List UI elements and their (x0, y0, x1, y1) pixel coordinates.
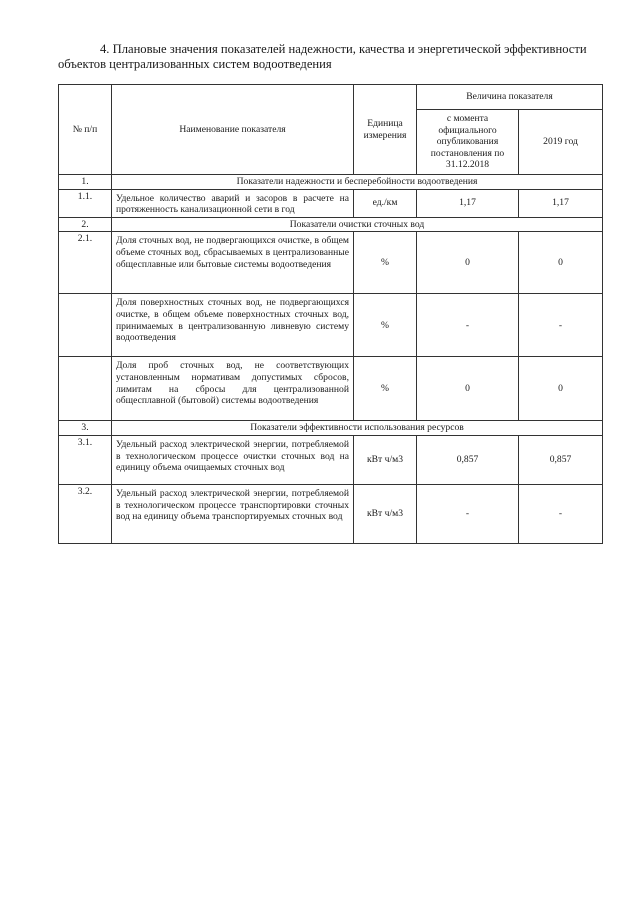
section-row (59, 421, 603, 436)
indicator-value-1: 0 (417, 232, 519, 294)
row-num: 2.1. (59, 232, 112, 294)
indicator-value-2: - (519, 294, 603, 357)
indicator-name: Доля сточных вод, не подвергающихся очистке, в общем объеме сточных вод, сбрасываемых в централизованные общесплавные или бытовые системы водоотведения (112, 232, 354, 294)
header-col-from: с момента официального опубликования постановления по 31.12.2018 (417, 110, 519, 175)
indicator-unit: ед./км (354, 189, 417, 217)
indicator-unit: кВт ч/м3 (354, 435, 417, 484)
indicator-unit: % (354, 232, 417, 294)
indicator-value-1: - (417, 484, 519, 543)
indicator-value-2: - (519, 484, 603, 543)
indicator-name: Удельный расход электрической энергии, потребляемой в технологическом процессе очистки сточных вод на единицу объема очищаемых сточных вод (112, 435, 354, 484)
document-heading (58, 42, 606, 72)
indicator-unit: % (354, 357, 417, 421)
indicator-value-2: 0 (519, 357, 603, 421)
indicator-value-2: 1,17 (519, 189, 603, 217)
header-name: Наименование показателя (112, 85, 354, 175)
indicator-value-1: - (417, 294, 519, 357)
table-header-row (59, 85, 603, 110)
indicator-value-1: 0 (417, 357, 519, 421)
indicator-value-1: 1,17 (417, 189, 519, 217)
heading-line-1: 4. Плановые значения показателей надежности, качества и энергетической эффективности (100, 42, 587, 56)
heading-line-2: объектов централизованных систем водоотведения (58, 57, 332, 71)
header-value-group: Величина показателя (417, 85, 603, 110)
indicator-unit: кВт ч/м3 (354, 484, 417, 543)
table-row (59, 294, 603, 357)
indicator-name: Удельное количество аварий и засоров в расчете на протяженность канализационной сети в год (112, 189, 354, 217)
header-num: № п/п (59, 85, 112, 175)
section-title: Показатели эффективности использования ресурсов (112, 421, 603, 436)
section-row (59, 175, 603, 190)
row-num (59, 294, 112, 357)
section-title: Показатели очистки сточных вод (112, 217, 603, 232)
header-col-2019: 2019 год (519, 110, 603, 175)
indicator-value-2: 0,857 (519, 435, 603, 484)
indicators-table (58, 84, 603, 544)
table-row (59, 484, 603, 543)
row-num: 3.1. (59, 435, 112, 484)
table-row (59, 357, 603, 421)
header-unit: Единица измерения (354, 85, 417, 175)
row-num (59, 357, 112, 421)
row-num: 3. (59, 421, 112, 436)
row-num: 3.2. (59, 484, 112, 543)
indicator-name: Доля поверхностных сточных вод, не подвергающихся очистке, в общем объеме поверхностных сточных вод, принимаемых в централизованную ливневую систему водоотведения (112, 294, 354, 357)
section-row (59, 217, 603, 232)
indicator-value-2: 0 (519, 232, 603, 294)
table-row (59, 232, 603, 294)
row-num: 2. (59, 217, 112, 232)
row-num: 1. (59, 175, 112, 190)
table-row (59, 189, 603, 217)
indicator-unit: % (354, 294, 417, 357)
section-title: Показатели надежности и бесперебойности водоотведения (112, 175, 603, 190)
table-row (59, 435, 603, 484)
indicator-name: Доля проб сточных вод, не соответствующих установленным нормативам допустимых сбросов, лимитам на сбросы для централизованной общесплавной (бытовой) системы водоотведения (112, 357, 354, 421)
indicator-value-1: 0,857 (417, 435, 519, 484)
row-num: 1.1. (59, 189, 112, 217)
indicator-name: Удельный расход электрической энергии, потребляемой в технологическом процессе транспортировки сточных вод на единицу объема транспортируемых сточных вод (112, 484, 354, 543)
